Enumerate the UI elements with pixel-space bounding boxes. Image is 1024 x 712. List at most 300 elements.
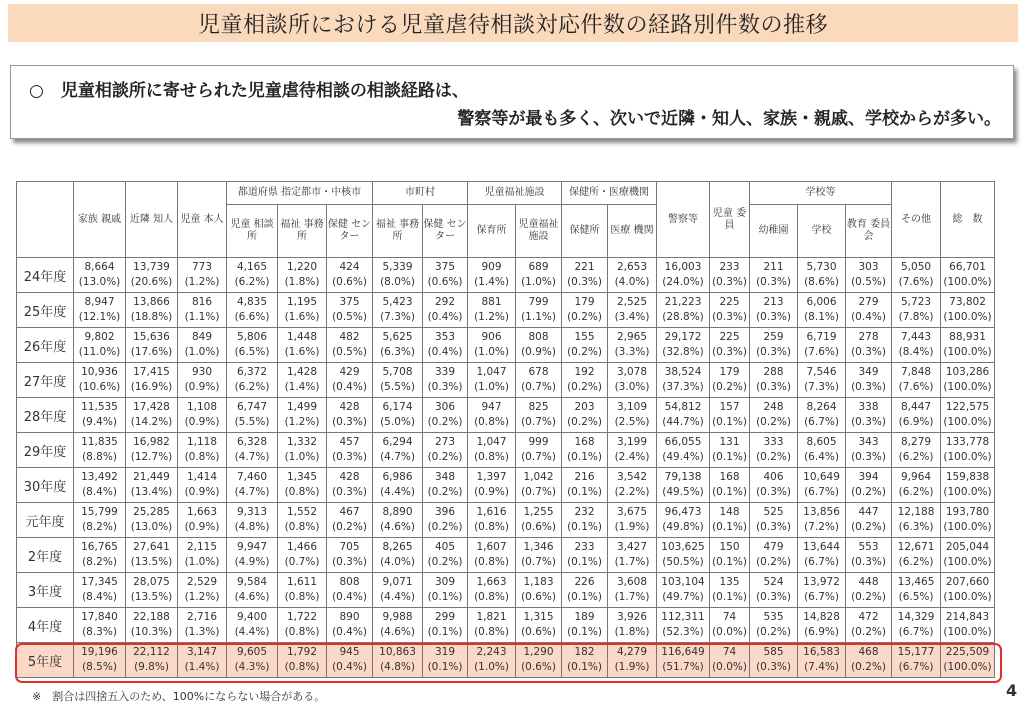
footnote: ※ 割合は四捨五入のため、100%にならない場合がある。 [32, 690, 326, 703]
cell-count: 524 [763, 576, 784, 588]
cell-count: 12,671 [897, 541, 935, 553]
cell-count: 3,926 [616, 611, 648, 623]
cell-count: 678 [528, 366, 549, 378]
table-row [17, 608, 995, 643]
cell-count: 13,866 [133, 296, 170, 308]
table-cell [892, 503, 941, 538]
cell-count: 22,112 [133, 646, 170, 658]
cell-count: 135 [719, 576, 740, 588]
table-cell [126, 538, 178, 573]
cell-percent: (0.2%) [567, 311, 602, 323]
cell-count: 116,649 [661, 646, 705, 658]
table-cell [657, 538, 710, 573]
cell-count: 221 [574, 261, 595, 273]
table-cell [798, 398, 846, 433]
slide-title-bar [8, 4, 1018, 42]
cell-percent: (1.0%) [184, 556, 220, 568]
table-cell [657, 643, 710, 678]
cell-percent: (0.9%) [521, 346, 556, 358]
cell-percent: (0.9%) [474, 486, 509, 498]
table-cell [468, 573, 516, 608]
cell-count: 945 [339, 646, 360, 658]
cell-count: 3,109 [616, 401, 648, 413]
cell-count: 3,608 [616, 576, 648, 588]
table-cell [227, 398, 278, 433]
cell-percent: (4.6%) [380, 521, 415, 533]
cell-percent: (8.3%) [82, 626, 117, 638]
cell-count: 4,835 [236, 296, 268, 308]
row-year-label: 29年度 [17, 433, 74, 468]
table-cell [227, 328, 278, 363]
cell-percent: (0.9%) [184, 486, 220, 498]
table-cell [941, 293, 995, 328]
cell-percent: (1.2%) [284, 416, 320, 428]
col-header-health-center-pref: 保健 センター [327, 205, 373, 258]
cell-percent: (1.8%) [614, 626, 650, 638]
cell-percent: (0.3%) [332, 416, 367, 428]
cell-percent: (6.7%) [898, 661, 934, 673]
table-row [17, 363, 995, 398]
cell-count: 553 [858, 541, 879, 553]
col-header-public-health-center: 保健所 [562, 205, 608, 258]
cell-percent: (4.3%) [234, 661, 270, 673]
cell-percent: (6.5%) [234, 346, 270, 358]
cell-count: 348 [434, 471, 456, 483]
header-year-corner [17, 182, 74, 258]
cell-count: 1,290 [523, 646, 554, 658]
cell-count: 1,448 [286, 331, 318, 343]
cell-percent: (0.1%) [712, 556, 747, 568]
cell-count: 157 [719, 401, 740, 413]
col-header-child-welfare-facility: 児童福祉 施設 [516, 205, 562, 258]
cell-percent: (0.5%) [332, 311, 367, 323]
cell-percent: (6.7%) [804, 416, 839, 428]
table-cell [178, 398, 227, 433]
cell-percent: (16.9%) [130, 381, 173, 393]
table-cell [846, 468, 892, 503]
cell-count: 6,372 [236, 366, 268, 378]
table-cell [126, 328, 178, 363]
cell-percent: (0.2%) [427, 521, 463, 533]
cell-count: 375 [434, 261, 456, 273]
table-cell [423, 328, 468, 363]
table-row [17, 503, 995, 538]
table-cell [278, 258, 327, 293]
table-cell [657, 433, 710, 468]
table-cell [608, 573, 657, 608]
table-cell [846, 328, 892, 363]
cell-percent: (1.4%) [184, 661, 220, 673]
table-cell [74, 468, 126, 503]
cell-count: 808 [339, 576, 360, 588]
table-cell [798, 538, 846, 573]
cell-count: 5,730 [806, 261, 837, 273]
cell-percent: (0.4%) [851, 311, 886, 323]
cell-count: 9,964 [901, 471, 932, 483]
cell-count: 6,747 [236, 401, 268, 413]
table-cell [74, 503, 126, 538]
table-cell [846, 608, 892, 643]
table-cell [373, 293, 423, 328]
cell-percent: (0.1%) [567, 626, 602, 638]
callout-line-2: 警察等が最も多く、次いで近隣・知人、家族・親戚、学校からが多い。 [457, 109, 1001, 129]
cell-count: 213 [763, 296, 784, 308]
table-cell [74, 538, 126, 573]
cell-percent: (3.3%) [614, 346, 650, 358]
cell-count: 9,802 [84, 331, 115, 343]
table-cell [178, 538, 227, 573]
table-cell [227, 503, 278, 538]
cell-percent: (0.3%) [756, 311, 791, 323]
table-cell [941, 538, 995, 573]
cell-percent: (8.0%) [380, 276, 415, 288]
table-cell [562, 643, 608, 678]
table-cell [278, 468, 327, 503]
cell-count: 17,345 [81, 576, 118, 588]
cell-count: 8,447 [901, 401, 932, 413]
cell-percent: (4.6%) [234, 591, 270, 603]
cell-count: 1,663 [186, 506, 218, 518]
row-year-label: 2年度 [17, 538, 74, 573]
table-cell [278, 398, 327, 433]
col-header-health-center-muni: 保健 センター [423, 205, 468, 258]
table-cell [516, 608, 562, 643]
table-cell [373, 643, 423, 678]
cell-count: 168 [719, 471, 740, 483]
cell-percent: (6.3%) [898, 521, 934, 533]
cell-count: 479 [763, 541, 784, 553]
table-cell [516, 258, 562, 293]
table-cell [516, 503, 562, 538]
cell-percent: (100.0%) [943, 451, 992, 463]
col-header-family: 家族 親戚 [74, 182, 126, 258]
col-header-total: 総 数 [941, 182, 995, 258]
cell-count: 8,664 [84, 261, 115, 273]
cell-percent: (8.4%) [82, 591, 117, 603]
table-cell [74, 328, 126, 363]
cell-count: 225 [719, 296, 740, 308]
cell-count: 288 [763, 366, 784, 378]
cell-count: 10,863 [379, 646, 416, 658]
cell-count: 14,329 [897, 611, 935, 623]
cell-percent: (0.7%) [284, 556, 320, 568]
table-cell [516, 328, 562, 363]
table-cell [227, 293, 278, 328]
cell-count: 5,050 [901, 261, 932, 273]
cell-percent: (1.0%) [184, 346, 220, 358]
table-cell [126, 573, 178, 608]
cell-count: 405 [434, 541, 456, 553]
table-cell [423, 293, 468, 328]
cell-count: 38,524 [664, 366, 702, 378]
cell-percent: (1.1%) [184, 311, 220, 323]
cell-percent: (0.7%) [521, 381, 556, 393]
cell-count: 9,313 [236, 506, 268, 518]
cell-percent: (3.0%) [614, 381, 650, 393]
cell-percent: (6.2%) [234, 381, 270, 393]
table-cell [710, 468, 750, 503]
table-cell [657, 398, 710, 433]
cell-percent: (49.4%) [662, 451, 704, 463]
cell-percent: (3.4%) [614, 311, 650, 323]
callout-line-1: ○ 児童相談所に寄せられた児童虐待相談の相談経路は、 [29, 81, 469, 101]
cell-count: 17,428 [133, 401, 170, 413]
cell-percent: (9.8%) [134, 661, 169, 673]
table-cell [608, 538, 657, 573]
cell-percent: (4.4%) [234, 626, 270, 638]
table-cell [327, 363, 373, 398]
cell-count: 1,722 [286, 611, 318, 623]
cell-percent: (0.1%) [567, 521, 602, 533]
table-cell [608, 468, 657, 503]
cell-count: 825 [528, 401, 549, 413]
table-cell [278, 643, 327, 678]
table-cell [227, 643, 278, 678]
cell-percent: (8.5%) [82, 661, 117, 673]
cell-percent: (20.6%) [130, 276, 173, 288]
cell-count: 232 [574, 506, 595, 518]
table-cell [126, 608, 178, 643]
cell-percent: (0.7%) [521, 451, 556, 463]
cell-count: 1,183 [523, 576, 554, 588]
cell-percent: (0.9%) [184, 521, 220, 533]
cell-count: 278 [858, 331, 879, 343]
cell-percent: (13.0%) [78, 276, 121, 288]
cell-percent: (4.7%) [380, 451, 415, 463]
cell-count: 1,108 [186, 401, 218, 413]
table-cell [423, 398, 468, 433]
cell-count: 6,174 [382, 401, 413, 413]
cell-percent: (0.3%) [756, 521, 791, 533]
table-cell [892, 398, 941, 433]
cell-percent: (0.3%) [712, 346, 747, 358]
cell-count: 29,172 [664, 331, 702, 343]
table-cell [892, 258, 941, 293]
cell-count: 16,003 [664, 261, 702, 273]
cell-count: 112,311 [661, 611, 705, 623]
table-cell [657, 328, 710, 363]
table-cell [468, 538, 516, 573]
cell-count: 54,812 [664, 401, 702, 413]
col-header-child-commissioner: 児童 委員 [710, 182, 750, 258]
col-header-police: 警察等 [657, 182, 710, 258]
cell-percent: (32.8%) [662, 346, 704, 358]
cell-percent: (6.7%) [804, 486, 839, 498]
row-year-label: 25年度 [17, 293, 74, 328]
cell-percent: (0.1%) [427, 626, 463, 638]
cell-percent: (4.0%) [614, 276, 650, 288]
table-cell [798, 608, 846, 643]
cell-count: 799 [528, 296, 549, 308]
table-cell [327, 503, 373, 538]
cell-percent: (0.1%) [567, 591, 602, 603]
row-year-label: 28年度 [17, 398, 74, 433]
table-cell [798, 503, 846, 538]
cell-count: 15,799 [81, 506, 118, 518]
cell-percent: (4.4%) [380, 486, 415, 498]
table-cell [327, 328, 373, 363]
table-cell [227, 608, 278, 643]
cell-percent: (6.7%) [898, 626, 934, 638]
table-cell [227, 538, 278, 573]
cell-count: 429 [339, 366, 360, 378]
table-cell [710, 433, 750, 468]
cell-count: 122,575 [945, 401, 990, 413]
cell-count: 8,265 [382, 541, 413, 553]
table-cell [608, 258, 657, 293]
cell-count: 303 [858, 261, 879, 273]
cell-percent: (1.9%) [614, 521, 650, 533]
cell-count: 1,663 [476, 576, 507, 588]
table-cell [373, 538, 423, 573]
table-row [17, 643, 995, 678]
cell-count: 2,529 [186, 576, 218, 588]
cell-count: 9,071 [382, 576, 413, 588]
table-cell [468, 398, 516, 433]
cell-percent: (1.0%) [474, 346, 509, 358]
cell-percent: (0.4%) [332, 626, 367, 638]
cell-count: 88,931 [949, 331, 986, 343]
table-cell [562, 258, 608, 293]
cell-count: 472 [858, 611, 879, 623]
cell-count: 1,332 [286, 436, 318, 448]
cell-percent: (7.6%) [898, 381, 934, 393]
table-cell [608, 608, 657, 643]
table-cell [798, 328, 846, 363]
cell-percent: (0.1%) [427, 591, 463, 603]
cell-percent: (1.0%) [284, 451, 320, 463]
cell-count: 909 [481, 261, 502, 273]
col-header-welfare-office-pref: 福祉 事務所 [278, 205, 327, 258]
cell-count: 396 [434, 506, 456, 518]
cell-percent: (6.4%) [804, 451, 839, 463]
table-header [17, 182, 995, 258]
cell-count: 428 [339, 471, 360, 483]
cell-percent: (0.6%) [521, 521, 556, 533]
cell-percent: (0.7%) [521, 556, 556, 568]
cell-percent: (10.6%) [78, 381, 121, 393]
cell-percent: (0.3%) [712, 276, 747, 288]
cell-count: 1,255 [523, 506, 554, 518]
cell-count: 159,838 [945, 471, 990, 483]
cell-count: 74 [722, 611, 737, 623]
table-cell [468, 608, 516, 643]
cell-count: 12,188 [897, 506, 935, 518]
table-cell [74, 433, 126, 468]
col-header-medical-institution: 医療 機関 [608, 205, 657, 258]
cell-percent: (0.2%) [851, 626, 886, 638]
table-cell [373, 503, 423, 538]
cell-count: 447 [858, 506, 879, 518]
cell-count: 2,243 [476, 646, 507, 658]
table-cell [516, 538, 562, 573]
cell-count: 457 [339, 436, 360, 448]
table-cell [710, 363, 750, 398]
table-row [17, 398, 995, 433]
table-cell [710, 293, 750, 328]
cell-percent: (1.8%) [284, 276, 320, 288]
cell-percent: (0.2%) [427, 556, 463, 568]
table-cell [126, 398, 178, 433]
cell-percent: (100.0%) [943, 381, 992, 393]
cell-percent: (0.0%) [712, 661, 747, 673]
cell-count: 5,423 [382, 296, 413, 308]
cell-percent: (14.2%) [130, 416, 173, 428]
cell-percent: (1.2%) [184, 276, 220, 288]
cell-percent: (0.6%) [521, 626, 556, 638]
table-cell [227, 468, 278, 503]
table-cell [126, 433, 178, 468]
cell-count: 14,828 [803, 611, 840, 623]
cell-count: 338 [858, 401, 879, 413]
cell-percent: (0.1%) [427, 661, 463, 673]
table-cell [798, 363, 846, 398]
col-header-other: その他 [892, 182, 941, 258]
cell-percent: (6.6%) [234, 311, 270, 323]
table-cell [74, 643, 126, 678]
table-cell [373, 433, 423, 468]
cell-percent: (0.6%) [427, 276, 463, 288]
table-cell [750, 398, 798, 433]
cell-percent: (100.0%) [943, 486, 992, 498]
cell-count: 28,075 [133, 576, 170, 588]
cell-percent: (0.8%) [474, 451, 509, 463]
table-cell [516, 643, 562, 678]
table-cell [750, 643, 798, 678]
cell-count: 292 [434, 296, 456, 308]
cell-percent: (8.4%) [898, 346, 934, 358]
cell-count: 25,285 [133, 506, 170, 518]
cell-count: 3,078 [616, 366, 648, 378]
cell-count: 930 [191, 366, 213, 378]
cell-count: 1,792 [286, 646, 318, 658]
table-cell [798, 258, 846, 293]
table-cell [423, 573, 468, 608]
table-cell [892, 363, 941, 398]
table-cell [327, 643, 373, 678]
cell-count: 179 [719, 366, 740, 378]
cell-count: 96,473 [664, 506, 702, 518]
cell-percent: (10.3%) [130, 626, 173, 638]
cell-percent: (0.7%) [521, 416, 556, 428]
row-year-label: 5年度 [17, 643, 74, 678]
cell-percent: (11.0%) [78, 346, 121, 358]
cell-percent: (0.3%) [756, 591, 791, 603]
cell-percent: (12.7%) [130, 451, 173, 463]
cell-percent: (0.9%) [184, 416, 220, 428]
table-cell [562, 503, 608, 538]
cell-percent: (0.2%) [712, 381, 747, 393]
cell-percent: (5.5%) [380, 381, 415, 393]
cell-percent: (5.5%) [234, 416, 270, 428]
table-cell [516, 468, 562, 503]
cell-percent: (8.8%) [82, 451, 117, 463]
cell-percent: (13.5%) [130, 556, 173, 568]
cell-count: 343 [858, 436, 879, 448]
cell-count: 66,055 [664, 436, 702, 448]
table-cell [750, 363, 798, 398]
cell-percent: (0.3%) [851, 416, 886, 428]
cell-percent: (6.9%) [804, 626, 839, 638]
table-cell [74, 363, 126, 398]
cell-percent: (0.3%) [332, 556, 367, 568]
cell-percent: (13.5%) [130, 591, 173, 603]
cell-count: 5,806 [236, 331, 268, 343]
cell-count: 535 [763, 611, 784, 623]
cell-percent: (0.4%) [427, 346, 463, 358]
table-cell [941, 328, 995, 363]
cell-count: 6,719 [806, 331, 837, 343]
